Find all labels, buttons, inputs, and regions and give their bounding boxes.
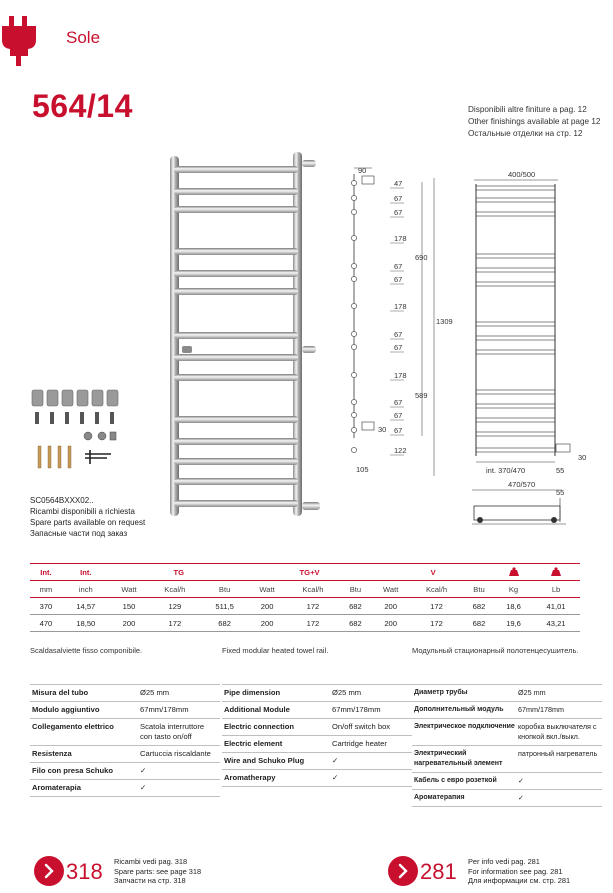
arrow-right-icon[interactable]	[388, 856, 418, 886]
spec-label: Wire and Schuko Plug	[224, 756, 305, 765]
unit-cell: Watt	[248, 581, 287, 598]
spec-label: Pipe dimension	[224, 688, 281, 697]
gap-dim: 67	[394, 194, 403, 203]
bar-section	[351, 180, 356, 185]
dim-right: 55	[556, 466, 565, 475]
dim-690: 690	[415, 253, 428, 262]
dim-1309: 1309	[436, 317, 453, 326]
spec-label: Дополнительный модуль	[414, 706, 504, 713]
table-cell: 150	[110, 598, 149, 615]
table-cell: 682	[463, 598, 495, 615]
specs-russian	[412, 684, 602, 807]
towel-bar	[174, 458, 298, 465]
front-bar	[476, 198, 555, 202]
footer-left-it: Ricambi vedi pag. 318	[114, 857, 188, 866]
towel-bar	[174, 416, 298, 423]
table-cell: 682	[339, 598, 371, 615]
towel-bar	[174, 206, 298, 213]
weight-icon	[495, 564, 532, 581]
spec-label: Electric element	[224, 739, 283, 748]
unit-cell: Kcal/h	[148, 581, 201, 598]
bar-section	[351, 447, 356, 452]
table-cell: 41,01	[532, 598, 580, 615]
front-bar	[476, 322, 555, 326]
spec-label: Collegamento elettrico	[32, 722, 114, 731]
front-bar	[476, 254, 555, 258]
plan-depth: 55	[556, 488, 565, 497]
spec-label: Диаметр трубы	[414, 689, 468, 696]
bar-section	[351, 427, 356, 432]
towel-bar	[174, 374, 298, 381]
gap-dim: 47	[394, 179, 403, 188]
table-group-header	[30, 564, 580, 581]
spare-en: Spare parts available on request	[30, 518, 146, 527]
table-cell: 511,5	[201, 598, 247, 615]
spec-value: Scatola interruttore con tasto on/off	[140, 722, 205, 741]
spec-row	[412, 790, 602, 807]
th-tg: TG	[110, 564, 248, 581]
footer-right-en: For information see pag. 281	[468, 866, 563, 876]
bar-section	[351, 344, 356, 349]
spec-row	[412, 684, 602, 702]
th-tgv: TG+V	[248, 564, 372, 581]
arrow-right-icon[interactable]	[34, 856, 64, 886]
th-int-mm: Int.	[30, 564, 62, 581]
gap-dim: 178	[394, 371, 407, 380]
front-bar	[476, 268, 555, 272]
table-cell: 682	[339, 615, 371, 632]
gap-dim: 67	[394, 275, 403, 284]
front-bar	[476, 404, 555, 408]
table-cell: 19,6	[495, 615, 532, 632]
spec-row	[222, 702, 412, 719]
unit-cell: Btu	[463, 581, 495, 598]
spec-value: ✓	[140, 783, 147, 792]
front-bar	[476, 390, 555, 394]
th-int-inch: Int.	[62, 564, 110, 581]
towel-bar	[174, 500, 298, 507]
spec-row	[30, 684, 220, 702]
spec-value: ✓	[332, 773, 339, 782]
front-bar	[476, 212, 555, 216]
spec-label: Electric connection	[224, 722, 295, 731]
footer-left-text	[114, 857, 201, 886]
unit-cell: mm	[30, 581, 62, 598]
spec-label: Электрический нагревательный элемент	[414, 750, 503, 767]
spec-row	[30, 719, 220, 746]
spare-it: Ricambi disponibili a richiesta	[30, 507, 135, 516]
spec-label: Электрическое подключение	[414, 723, 515, 730]
towel-bar	[174, 478, 298, 485]
gap-dim: 67	[394, 262, 403, 271]
weight-icon-lb	[532, 564, 580, 581]
page-ref-right[interactable]: 281	[420, 859, 457, 884]
spec-value: Cartridge heater	[332, 739, 387, 748]
side-drawing	[342, 160, 460, 480]
towel-bar	[174, 270, 298, 277]
brand-name: Sole	[66, 28, 101, 47]
gap-dim: 67	[394, 398, 403, 407]
spec-value: 67mm/178mm	[332, 705, 381, 714]
spec-row	[412, 746, 602, 773]
towel-bar	[174, 332, 298, 339]
bar-section	[351, 372, 356, 377]
bar-section	[351, 195, 356, 200]
bar-section	[351, 209, 356, 214]
spec-value: коробка выключателя с кнопкой вкл./выкл.	[518, 722, 597, 741]
page-ref-left[interactable]: 318	[66, 859, 103, 884]
table-cell: 682	[463, 615, 495, 632]
spec-label: Misura del tubo	[32, 688, 89, 697]
spec-row	[30, 746, 220, 763]
front-bar	[476, 336, 555, 340]
spec-value: 67mm/178mm	[518, 705, 564, 714]
spec-label: Additional Module	[224, 705, 290, 714]
table-cell: 200	[371, 598, 410, 615]
spec-row	[30, 702, 220, 719]
front-bar	[476, 418, 555, 422]
spec-row	[222, 719, 412, 736]
spec-row	[222, 770, 412, 787]
table-cell: 200	[371, 615, 410, 632]
dim-top: 90	[358, 166, 367, 175]
front-bar	[476, 448, 555, 452]
footer-right-ru: Для информации см. стр. 281	[468, 876, 571, 885]
spec-value: ✓	[140, 766, 147, 775]
table-cell: 14,57	[62, 598, 110, 615]
plug-icon	[0, 16, 50, 66]
gap-dim: 122	[394, 446, 407, 455]
table-units-row	[30, 581, 580, 598]
bar-section	[351, 303, 356, 308]
towel-bar	[174, 166, 298, 173]
dim-int: int. 370/470	[486, 466, 526, 475]
gap-dim: 67	[394, 330, 403, 339]
finish-note-en: Other finishings available at page 12	[468, 117, 601, 126]
gap-dim: 67	[394, 343, 403, 352]
model-number: 564/14	[32, 88, 133, 124]
spare-code: SC0564BXXX02..	[30, 496, 94, 505]
bar-section	[351, 276, 356, 281]
spare-ru: Запасные части под заказ	[30, 529, 128, 538]
unit-cell: Kg	[495, 581, 532, 598]
description-ru: Модульный стационарный полотенцесушитель.	[412, 646, 579, 655]
plan-width: 470/570	[508, 480, 536, 489]
table-cell: 682	[201, 615, 247, 632]
table-cell: 200	[248, 598, 287, 615]
table-row	[30, 615, 580, 632]
gap-dim: 67	[394, 208, 403, 217]
spec-row	[412, 773, 602, 790]
spec-label: Aromaterapia	[32, 783, 81, 792]
unit-cell: Btu	[201, 581, 247, 598]
finish-note-it: Disponibili altre finiture a pag. 12	[468, 105, 587, 114]
gap-dim: 178	[394, 302, 407, 311]
front-drawing	[466, 160, 606, 480]
spec-value: Ø25 mm	[140, 688, 170, 697]
spec-value: ✓	[332, 756, 339, 765]
spec-row	[412, 702, 602, 719]
gap-dim: 67	[394, 411, 403, 420]
towel-bar	[174, 188, 298, 195]
unit-cell: Kcal/h	[286, 581, 339, 598]
table-cell: 43,21	[532, 615, 580, 632]
table-cell: 172	[286, 615, 339, 632]
front-bar	[476, 282, 555, 286]
spec-row	[30, 780, 220, 797]
dim-bottom2: 30	[378, 425, 387, 434]
table-cell: 200	[110, 615, 149, 632]
bar-section	[351, 263, 356, 268]
spec-row	[30, 763, 220, 780]
spec-value: ✓	[518, 776, 525, 785]
unit-cell: Lb	[532, 581, 580, 598]
spec-value: Ø25 mm	[518, 688, 546, 697]
plan-drawing	[466, 478, 606, 530]
footer-right-text	[468, 857, 570, 886]
spec-label: Ароматерапия	[414, 794, 465, 801]
bar-section	[351, 399, 356, 404]
spec-value: патронный нагреватель	[518, 749, 598, 758]
spec-label: Modulo aggiuntivo	[32, 705, 100, 714]
dim-589: 589	[415, 391, 428, 400]
spec-value: 67mm/178mm	[140, 705, 189, 714]
table-cell: 172	[410, 598, 463, 615]
spec-value: Ø25 mm	[332, 688, 362, 697]
spec-label: Кабель с евро розеткой	[414, 777, 497, 784]
table-cell: 470	[30, 615, 62, 632]
finish-note	[468, 104, 608, 140]
towel-bar	[174, 354, 298, 361]
spec-row	[222, 753, 412, 770]
table-cell: 18,50	[62, 615, 110, 632]
dim-right2: 30	[578, 453, 587, 462]
table-row	[30, 598, 580, 615]
product-photo	[160, 148, 330, 528]
specs-english	[222, 684, 412, 787]
table-cell: 172	[410, 615, 463, 632]
table-cell: 129	[148, 598, 201, 615]
specs-italian	[30, 684, 220, 797]
unit-cell: Watt	[371, 581, 410, 598]
bar-section	[351, 235, 356, 240]
table-cell: 172	[286, 598, 339, 615]
footer-left-en: Spare parts: see page 318	[114, 866, 202, 876]
description-en: Fixed modular heated towel rail.	[222, 646, 329, 655]
unit-cell: Btu	[339, 581, 371, 598]
spec-value: On/off switch box	[332, 722, 391, 731]
table-cell: 370	[30, 598, 62, 615]
spec-row	[222, 736, 412, 753]
finish-note-ru: Остальные отделки на стр. 12	[468, 129, 583, 138]
towel-bar	[174, 438, 298, 445]
towel-bar	[174, 248, 298, 255]
description-it: Scaldasalviette fisso componibile.	[30, 646, 143, 655]
footer-left-ru: Запчасти на стр. 318	[114, 876, 186, 885]
spec-label: Aromatherapy	[224, 773, 276, 782]
spec-label: Filo con presa Schuko	[32, 766, 114, 775]
spec-value: ✓	[518, 793, 525, 802]
spec-label: Resistenza	[32, 749, 72, 758]
spec-row	[222, 684, 412, 702]
table-cell: 172	[148, 615, 201, 632]
front-bar	[476, 432, 555, 436]
gap-dim: 67	[394, 426, 403, 435]
accessories-photo	[30, 384, 140, 489]
accessories-note	[30, 495, 145, 539]
towel-bar	[174, 288, 298, 295]
footer-right-it: Per info vedi pag. 281	[468, 857, 540, 866]
unit-cell: Watt	[110, 581, 149, 598]
bar-section	[351, 331, 356, 336]
unit-cell: Kcal/h	[410, 581, 463, 598]
dim-bottom: 105	[356, 465, 369, 474]
th-v: V	[371, 564, 495, 581]
table-cell: 200	[248, 615, 287, 632]
spec-table	[30, 563, 580, 632]
spec-row	[412, 719, 602, 746]
front-bar	[476, 350, 555, 354]
table-cell: 18,6	[495, 598, 532, 615]
bar-section	[351, 412, 356, 417]
unit-cell: inch	[62, 581, 110, 598]
front-bar	[476, 186, 555, 190]
spec-value: Cartuccia riscaldante	[140, 749, 211, 758]
gap-dim: 178	[394, 234, 407, 243]
dim-width: 400/500	[508, 170, 536, 179]
page-header	[0, 0, 613, 78]
